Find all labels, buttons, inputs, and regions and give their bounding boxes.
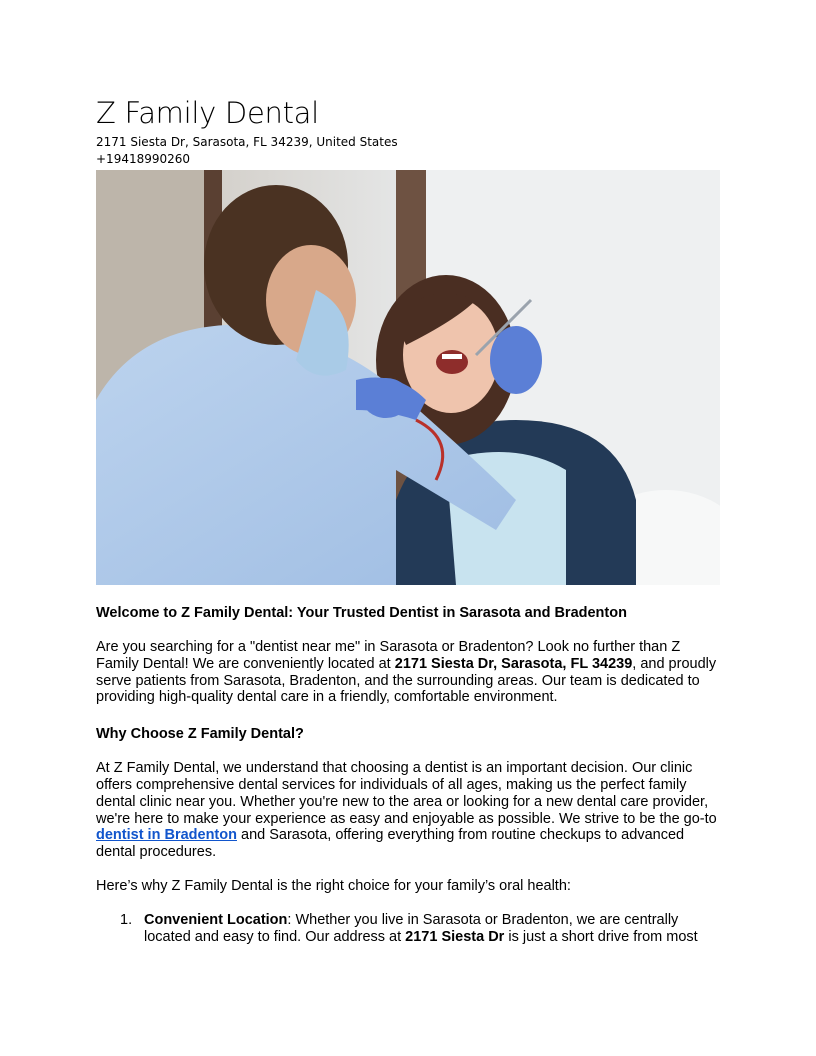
list-item-bold: 2171 Siesta Dr [405, 928, 505, 945]
dentist-photo-icon [96, 170, 720, 585]
welcome-address-bold: 2171 Siesta Dr, Sarasota, FL 34239 [394, 655, 633, 672]
why-intro: Here’s why Z Family Dental is the right choice for your family’s oral health: [96, 877, 571, 894]
phone-number: +19418990260 [96, 152, 191, 166]
dentist-in-bradenton-link[interactable]: dentist in Bradenton [96, 827, 237, 844]
welcome-heading: Welcome to Z Family Dental: Your Trusted Dentist in Sarasota and Bradenton [96, 605, 627, 621]
why-text-1: At Z Family Dental, we understand that choosing a dentist is an important decision. Our clinic offers comprehensive dental services for individuals of all ages, making us the perfect family dental clinic near you. Whether you're new to the area or looking for a new dental care provider, we're here to make your experience as easy and enjoyable as possible. We strive to be the go-to [96, 760, 717, 827]
address: 2171 Siesta Dr, Sarasota, FL 34239, United States [96, 135, 398, 149]
welcome-paragraph [96, 639, 720, 706]
page-title: Z Family Dental [96, 96, 319, 130]
list-item-title: Convenient Location [144, 911, 288, 928]
why-text-2: and Sarasota, offering everything from routine checkups to advanced dental procedures. [96, 827, 685, 861]
why-heading: Why Choose Z Family Dental? [96, 726, 304, 743]
list-item-number: 1. [120, 911, 133, 928]
list-item-text-1: : Whether you live in Sarasota or Bradenton, we are centrally located and easy to find. Our address at [144, 911, 679, 945]
welcome-text-1: Are you searching for a "dentist near me" in Sarasota or Bradenton? Look no further than Z Family Dental! We are conveniently located at [96, 639, 681, 672]
list-item [96, 912, 720, 946]
list-item-text-2: is just a short drive from most [504, 928, 698, 945]
document-page [96, 96, 720, 945]
welcome-text-2: , and proudly serve patients from Sarasota, Bradenton, and the surrounding areas. Our team is dedicated to providing high-quality dental care in a friendly, comfortable environment. [96, 655, 717, 706]
reasons-list [96, 912, 720, 946]
dentist-photo [96, 170, 720, 585]
why-paragraph [96, 760, 720, 861]
